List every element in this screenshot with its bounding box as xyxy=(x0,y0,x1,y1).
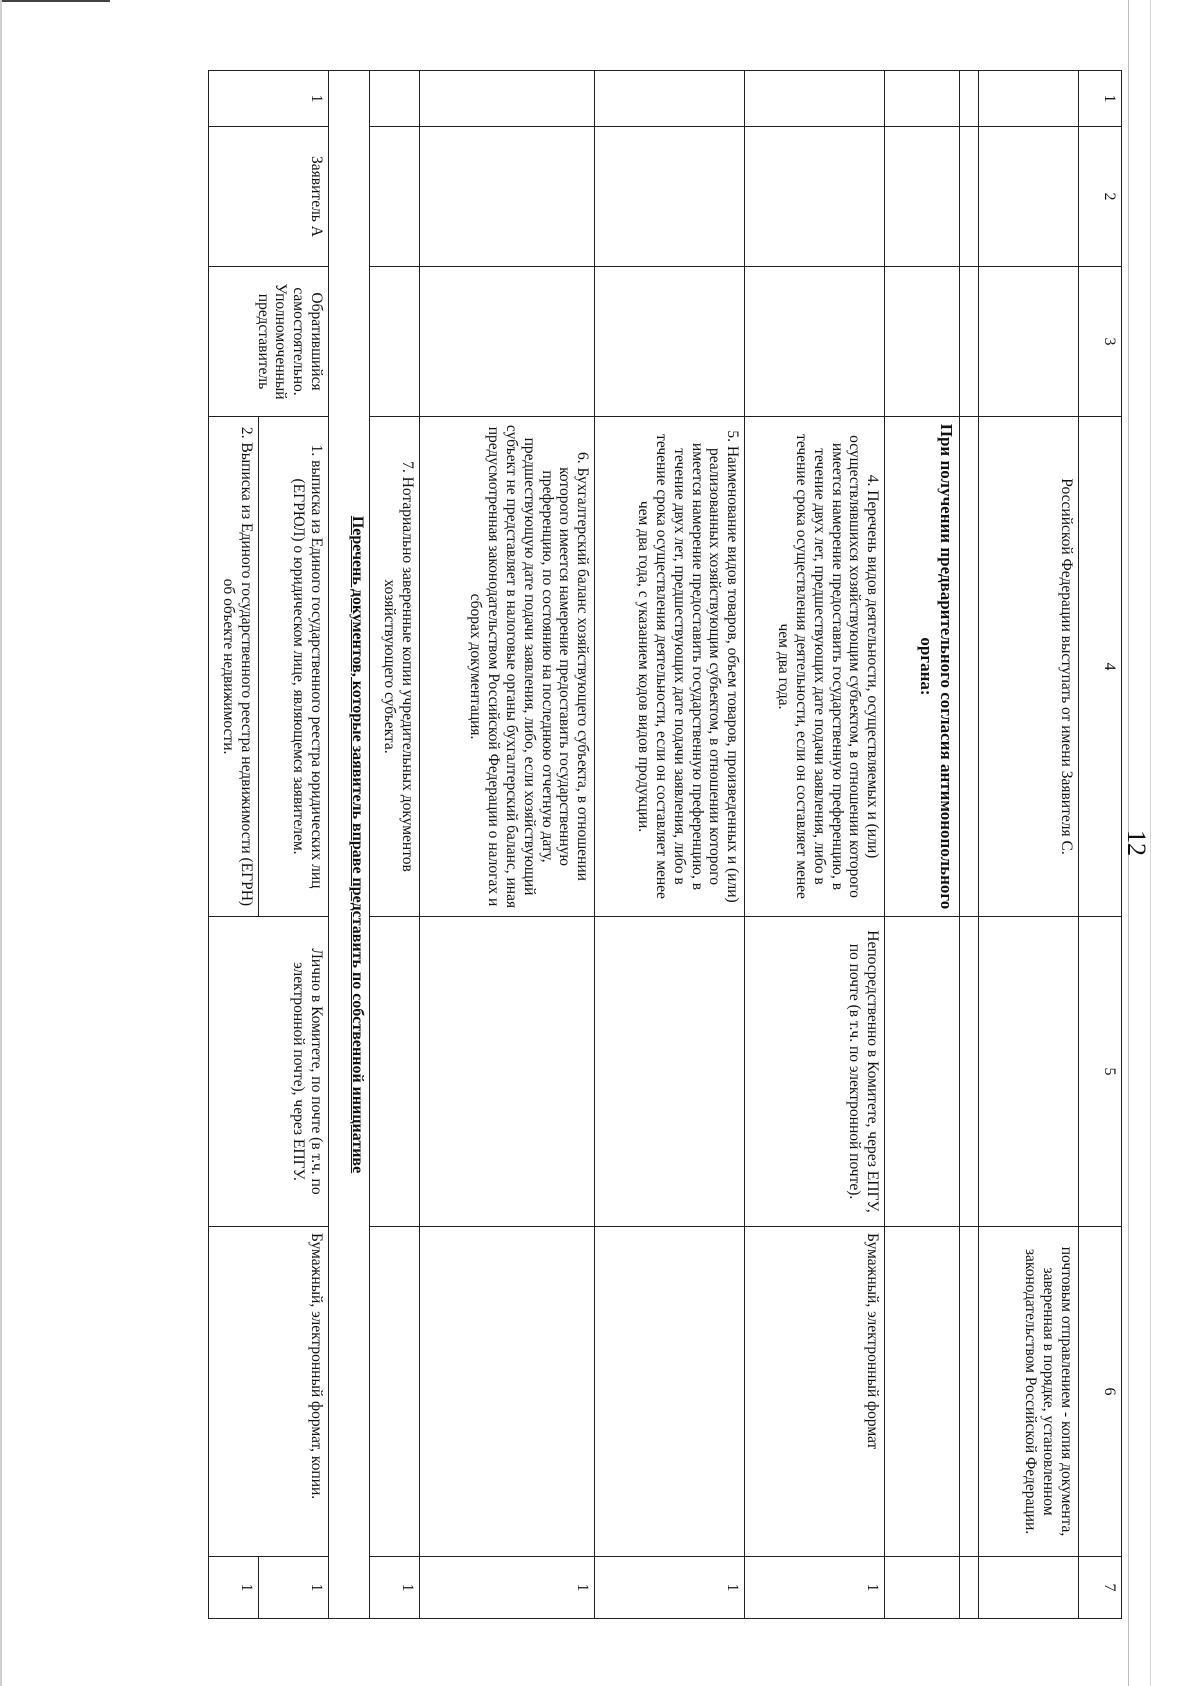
applicant-doc-1-text: 1. выписка из Единого государственного реестра юридических лиц (ЕГРЮЛ) о юридическом лице, являющемся заявителем. xyxy=(259,417,329,917)
applicant-delivery: Лично в Комитете, по почте (в т.ч. по электронной почте), через ЕПГУ. xyxy=(209,917,329,1227)
column-number-row xyxy=(1079,71,1122,1619)
doc-7-count: 1 xyxy=(370,1557,420,1619)
doc-7-text: 7. Нотариально заверенные копии учредительных документов хозяйствующего субъекта. xyxy=(370,417,420,917)
documents-table xyxy=(208,70,1122,1619)
continuation-row xyxy=(979,71,1079,1619)
doc-4-count: 1 xyxy=(745,1557,885,1619)
continuation-text: Российской Федерации выступать от имени Заявителя С. xyxy=(979,417,1079,917)
initiative-row xyxy=(329,71,370,1619)
applicant-doc-2-text: 2. Выписка из Единого государственного реестра недвижимости (ЕГРН) об объекте недвижимости. xyxy=(209,417,259,917)
doc-4-text: 4. Перечень видов деятельности, осуществляемых и (или) осуществлявшихся хозяйствующим субъектом, в отношении которого имеется намерение предоставить государственную преференцию, в течение двух лет, предшествующих дате подачи заявления, либо в течение срока осуществления деятельности, если он составляет менее чем два года. xyxy=(745,417,885,917)
doc-6-text: 6. Бухгалтерский баланс хозяйствующего субъекта, в отношении которого имеется намерение предоставить государственную преференцию, по состоянию на последнюю отчетную дату, предшествующую дате подачи заявления, либо, если хозяйствующий субъект не представляет в налоговые органы бухгалтерский баланс, иная предусмотренная законодательством Российской Федерации о налогах и сборах документация. xyxy=(420,417,595,917)
col-number-5: 5 xyxy=(1079,917,1122,1227)
applicant-name: Заявитель А xyxy=(209,127,329,267)
doc-5-text: 5. Наименование видов товаров, объем товаров, произведенных и (или) реализованных хозяйствующим субъектом, в отношении которого имеется намерение предоставить государственную преференцию, в течение двух лет, предшествующих дате подачи заявления, либо в течение срока осуществления деятельности, если он составляет менее чем два года, с указанием кодов видов продукции. xyxy=(595,417,745,917)
applicant-doc-row-1 xyxy=(259,71,329,1619)
col-number-2: 2 xyxy=(1079,127,1122,267)
rotated-page xyxy=(208,70,1122,1618)
continuation-format: почтовым отправлением - копия документа, заверенная в порядке, установленном законодательством Российской Федерации. xyxy=(979,1227,1079,1557)
section-title: При получении предварительного согласия антимонопольного органа: xyxy=(885,417,960,917)
spacer-row xyxy=(960,71,979,1619)
col-number-1: 1 xyxy=(1079,71,1122,127)
doc-4-format: Бумажный, электронный формат xyxy=(745,1227,885,1557)
applicant-doc-2-count: 1 xyxy=(209,1557,259,1619)
applicant-category: Обратившийся самостоятельно. Уполномоченный представитель xyxy=(209,267,329,417)
section-row xyxy=(885,71,960,1619)
page-number: 12 xyxy=(1122,830,1151,856)
doc-4-delivery: Непосредственно в Комитете, через ЕПГУ, по почте (в т.ч. по электронной почте). xyxy=(745,917,885,1227)
col-number-4: 4 xyxy=(1079,417,1122,917)
col-number-3: 3 xyxy=(1079,267,1122,417)
scan-edge-top xyxy=(0,0,110,2)
doc-row-4 xyxy=(745,71,885,1619)
doc-row-6 xyxy=(420,71,595,1619)
doc-5-count: 1 xyxy=(595,1557,745,1619)
applicant-num: 1 xyxy=(209,71,329,127)
applicant-format: Бумажный, электронный формат, копии. xyxy=(209,1227,329,1557)
col-number-6: 6 xyxy=(1079,1227,1122,1557)
doc-6-count: 1 xyxy=(420,1557,595,1619)
col-number-7: 7 xyxy=(1079,1557,1122,1619)
doc-row-7 xyxy=(370,71,420,1619)
applicant-doc-1-count: 1 xyxy=(259,1557,329,1619)
initiative-title: Перечень документов, которые заявитель вправе представить по собственной инициативе xyxy=(329,71,370,1619)
scan-edge-left xyxy=(0,0,2,1686)
doc-row-5 xyxy=(595,71,745,1619)
